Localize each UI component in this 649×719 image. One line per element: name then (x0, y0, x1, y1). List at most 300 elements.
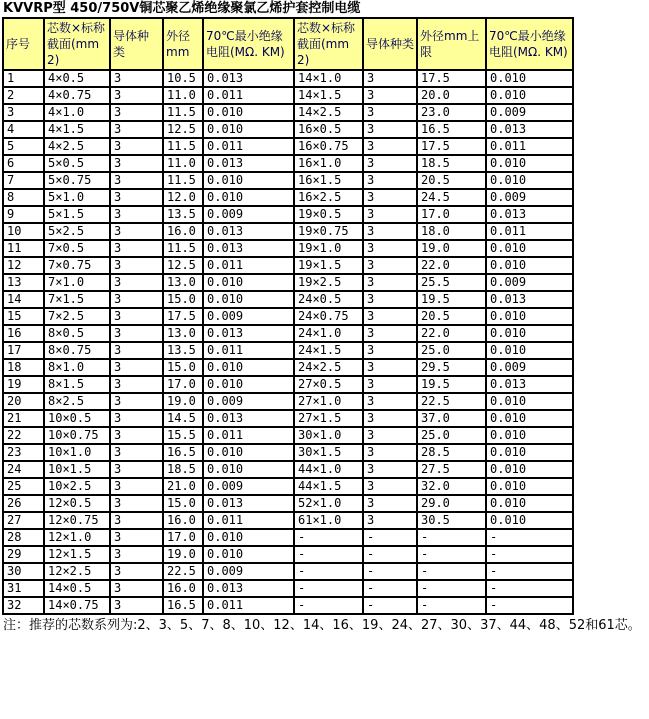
table-cell: 17.5 (417, 70, 486, 87)
table-row (3, 393, 573, 410)
table-cell: 3 (110, 495, 163, 512)
table-cell: 11 (3, 240, 44, 257)
table-cell: 24.5 (417, 189, 486, 206)
table-cell: 3 (363, 461, 417, 478)
table-cell: 0.010 (486, 172, 573, 189)
table-cell: 30.5 (417, 512, 486, 529)
table-row (3, 87, 573, 104)
table-cell: 16.5 (163, 597, 203, 614)
table-cell: - (486, 546, 573, 563)
table-cell: 0.009 (203, 478, 294, 495)
table-cell: 0.010 (486, 240, 573, 257)
table-row (3, 546, 573, 563)
table-cell: 4×2.5 (44, 138, 110, 155)
table-row (3, 240, 573, 257)
table-cell: 15.5 (163, 427, 203, 444)
table-cell: 17.0 (417, 206, 486, 223)
table-cell: 0.010 (203, 274, 294, 291)
table-cell: 13 (3, 274, 44, 291)
table-cell: 3 (363, 495, 417, 512)
table-cell: 17 (3, 342, 44, 359)
table-cell: 30 (3, 563, 44, 580)
table-cell: 3 (363, 342, 417, 359)
table-cell: 3 (363, 359, 417, 376)
table-cell: 10×1.0 (44, 444, 110, 461)
table-cell: 8×0.75 (44, 342, 110, 359)
table-cell: 0.010 (203, 172, 294, 189)
table-cell: 19.0 (163, 546, 203, 563)
table-cell: - (294, 597, 363, 614)
table-cell: 0.010 (486, 342, 573, 359)
table-cell: 19.5 (417, 376, 486, 393)
table-cell: 0.011 (203, 138, 294, 155)
table-cell: 2 (3, 87, 44, 104)
table-cell: 12×2.5 (44, 563, 110, 580)
table-cell: 3 (110, 597, 163, 614)
table-row (3, 138, 573, 155)
table-cell: 13.5 (163, 206, 203, 223)
table-cell: 3 (363, 121, 417, 138)
table-cell: 0.010 (203, 359, 294, 376)
table-cell: 0.013 (203, 410, 294, 427)
table-cell: 0.013 (203, 70, 294, 87)
table-cell: 32.0 (417, 478, 486, 495)
table-cell: 0.009 (203, 308, 294, 325)
table-cell: 19×1.0 (294, 240, 363, 257)
table-cell: 5×1.0 (44, 189, 110, 206)
table-cell: - (486, 563, 573, 580)
table-cell: 5×1.5 (44, 206, 110, 223)
table-cell: 0.011 (486, 138, 573, 155)
table-cell: 52×1.0 (294, 495, 363, 512)
table-row (3, 444, 573, 461)
table-cell: 5×0.75 (44, 172, 110, 189)
table-cell: 0.013 (203, 495, 294, 512)
table-cell: 10×0.75 (44, 427, 110, 444)
table-row (3, 172, 573, 189)
table-cell: 10×0.5 (44, 410, 110, 427)
table-cell: 8×1.0 (44, 359, 110, 376)
table-cell: 11.0 (163, 87, 203, 104)
table-cell: 14×1.0 (294, 70, 363, 87)
table-cell: 3 (110, 155, 163, 172)
table-cell: 18.0 (417, 223, 486, 240)
table-row (3, 461, 573, 478)
table-row (3, 580, 573, 597)
table-cell: 3 (110, 461, 163, 478)
table-cell: 3 (363, 257, 417, 274)
table-cell: 4×1.5 (44, 121, 110, 138)
table-cell: 0.010 (203, 291, 294, 308)
table-cell: 24 (3, 461, 44, 478)
table-cell: 15.0 (163, 291, 203, 308)
table-cell: 3 (363, 325, 417, 342)
table-cell: 3 (363, 240, 417, 257)
table-row (3, 223, 573, 240)
table-cell: - (363, 563, 417, 580)
table-cell: 3 (363, 138, 417, 155)
table-cell: 16×1.5 (294, 172, 363, 189)
table-cell: 0.011 (203, 257, 294, 274)
table-cell: 3 (110, 376, 163, 393)
table-cell: 14.5 (163, 410, 203, 427)
table-cell: 27.5 (417, 461, 486, 478)
table-cell: 20.5 (417, 308, 486, 325)
table-cell: 7 (3, 172, 44, 189)
table-cell: 27×1.0 (294, 393, 363, 410)
table-cell: - (417, 563, 486, 580)
table-cell: 14×2.5 (294, 104, 363, 121)
table-cell: 18.5 (417, 155, 486, 172)
table-cell: 0.013 (486, 376, 573, 393)
table-cell: 0.013 (203, 155, 294, 172)
table-row (3, 359, 573, 376)
table-cell: 15 (3, 308, 44, 325)
table-cell: 3 (363, 308, 417, 325)
table-cell: 3 (110, 104, 163, 121)
table-cell: 3 (110, 427, 163, 444)
table-cell: 3 (110, 223, 163, 240)
table-cell: 3 (110, 121, 163, 138)
table-cell: 12×0.5 (44, 495, 110, 512)
table-row (3, 376, 573, 393)
table-cell: 12 (3, 257, 44, 274)
table-cell: 7×2.5 (44, 308, 110, 325)
table-cell: 0.010 (203, 104, 294, 121)
table-cell: 3 (110, 529, 163, 546)
table-cell: 19×2.5 (294, 274, 363, 291)
table-cell: 10 (3, 223, 44, 240)
table-cell: 25.0 (417, 342, 486, 359)
table-cell: 61×1.0 (294, 512, 363, 529)
table-cell: 0.010 (203, 189, 294, 206)
table-cell: 14×0.5 (44, 580, 110, 597)
table-cell: 0.009 (203, 206, 294, 223)
table-cell: 16.0 (163, 580, 203, 597)
table-row (3, 529, 573, 546)
table-cell: 30×1.5 (294, 444, 363, 461)
table-cell: 17.5 (417, 138, 486, 155)
table-row (3, 291, 573, 308)
table-cell: 3 (110, 563, 163, 580)
table-cell: 3 (110, 444, 163, 461)
table-cell: 19.0 (417, 240, 486, 257)
table-cell: 11.0 (163, 155, 203, 172)
table-cell: - (294, 529, 363, 546)
table-cell: 31 (3, 580, 44, 597)
table-row (3, 325, 573, 342)
table-cell: 0.010 (203, 546, 294, 563)
table-cell: 0.011 (203, 87, 294, 104)
table-cell: 23.0 (417, 104, 486, 121)
table-cell: 0.009 (203, 563, 294, 580)
header-insulation-res-2: 70℃最小绝缘电阻(MΩ. KM) (486, 18, 573, 70)
table-cell: 3 (363, 274, 417, 291)
table-cell: 0.010 (203, 121, 294, 138)
table-cell: 15.0 (163, 495, 203, 512)
table-cell: 3 (110, 274, 163, 291)
table-cell: 3 (110, 342, 163, 359)
table-cell: 5×0.5 (44, 155, 110, 172)
table-cell: 19.5 (417, 291, 486, 308)
table-cell: 3 (363, 104, 417, 121)
table-cell: - (417, 546, 486, 563)
table-row (3, 342, 573, 359)
table-cell: 12×1.0 (44, 529, 110, 546)
table-cell: 7×1.0 (44, 274, 110, 291)
table-cell: 7×1.5 (44, 291, 110, 308)
table-cell: 5 (3, 138, 44, 155)
table-cell: 0.010 (486, 257, 573, 274)
table-cell: 16.0 (163, 512, 203, 529)
table-cell: 3 (363, 189, 417, 206)
table-cell: 3 (363, 427, 417, 444)
table-row (3, 495, 573, 512)
table-row (3, 257, 573, 274)
table-cell: 19 (3, 376, 44, 393)
table-cell: 11.5 (163, 104, 203, 121)
table-cell: 12×0.75 (44, 512, 110, 529)
table-cell: - (294, 546, 363, 563)
table-cell: 16.0 (163, 223, 203, 240)
table-cell: 0.009 (486, 189, 573, 206)
table-cell: 28 (3, 529, 44, 546)
table-cell: 0.010 (203, 529, 294, 546)
table-cell: - (363, 546, 417, 563)
table-cell: 24×0.75 (294, 308, 363, 325)
table-cell: 7×0.75 (44, 257, 110, 274)
table-cell: 16.5 (417, 121, 486, 138)
header-cores-section-1: 芯数×标称截面(mm2) (44, 18, 110, 70)
table-cell: 8×2.5 (44, 393, 110, 410)
table-row (3, 121, 573, 138)
header-outer-diameter-1: 外径mm (163, 18, 203, 70)
table-cell: 13.0 (163, 325, 203, 342)
table-cell: 0.013 (203, 223, 294, 240)
table-cell: 3 (110, 308, 163, 325)
table-cell: 3 (110, 172, 163, 189)
table-cell: 3 (110, 512, 163, 529)
header-conductor-type-1: 导体种类 (110, 18, 163, 70)
table-cell: 0.009 (486, 359, 573, 376)
table-cell: 3 (110, 325, 163, 342)
table-cell: 7×0.5 (44, 240, 110, 257)
header-index: 序号 (3, 18, 44, 70)
table-row (3, 427, 573, 444)
table-cell: - (486, 580, 573, 597)
table-cell: 30×1.0 (294, 427, 363, 444)
table-cell: 10×1.5 (44, 461, 110, 478)
table-cell: - (486, 529, 573, 546)
header-insulation-res-1: 70℃最小绝缘电阻(MΩ. KM) (203, 18, 294, 70)
table-cell: 0.009 (486, 274, 573, 291)
table-row (3, 70, 573, 87)
table-cell: 44×1.5 (294, 478, 363, 495)
table-cell: 17.0 (163, 376, 203, 393)
table-cell: 29 (3, 546, 44, 563)
table-cell: 0.011 (203, 342, 294, 359)
table-row (3, 563, 573, 580)
table-cell: 0.011 (203, 427, 294, 444)
table-cell: - (294, 580, 363, 597)
table-row (3, 410, 573, 427)
table-cell: 25.0 (417, 427, 486, 444)
table-cell: 0.010 (486, 155, 573, 172)
table-cell: 3 (363, 172, 417, 189)
table-cell: 12×1.5 (44, 546, 110, 563)
table-cell: 8×0.5 (44, 325, 110, 342)
table-cell: 3 (363, 87, 417, 104)
table-cell: 25 (3, 478, 44, 495)
table-cell: 0.013 (486, 206, 573, 223)
table-cell: 0.010 (486, 461, 573, 478)
table-cell: 3 (363, 155, 417, 172)
table-cell: 16×1.0 (294, 155, 363, 172)
table-cell: 0.013 (203, 240, 294, 257)
table-cell: 22.5 (417, 393, 486, 410)
table-cell: 32 (3, 597, 44, 614)
table-cell: 3 (110, 70, 163, 87)
table-cell: 29.5 (417, 359, 486, 376)
table-cell: 3 (363, 393, 417, 410)
table-cell: 0.010 (486, 410, 573, 427)
table-cell: 3 (363, 206, 417, 223)
table-cell: 0.011 (203, 512, 294, 529)
table-cell: 0.010 (203, 444, 294, 461)
table-cell: 20.0 (417, 87, 486, 104)
table-cell: 0.010 (486, 444, 573, 461)
table-cell: 0.010 (486, 427, 573, 444)
table-cell: 3 (363, 478, 417, 495)
table-cell: 4×0.5 (44, 70, 110, 87)
table-cell: 29.0 (417, 495, 486, 512)
header-conductor-type-2: 导体种类 (363, 18, 417, 70)
table-cell: 3 (110, 87, 163, 104)
table-cell: 3 (110, 291, 163, 308)
table-cell: 21 (3, 410, 44, 427)
table-cell: 16×0.5 (294, 121, 363, 138)
table-row (3, 189, 573, 206)
table-cell: 18.5 (163, 461, 203, 478)
table-cell: 0.013 (486, 291, 573, 308)
table-cell: 16.5 (163, 444, 203, 461)
table-row (3, 104, 573, 121)
table-cell: 0.010 (486, 478, 573, 495)
table-cell: 3 (110, 240, 163, 257)
table-cell: 11.5 (163, 172, 203, 189)
header-row (3, 18, 573, 70)
table-cell: 3 (3, 104, 44, 121)
table-cell: 4×0.75 (44, 87, 110, 104)
table-cell: 0.010 (486, 325, 573, 342)
table-cell: 3 (110, 189, 163, 206)
table-cell: 14×1.5 (294, 87, 363, 104)
table-cell: 3 (110, 206, 163, 223)
table-cell: 3 (363, 444, 417, 461)
table-cell: 8 (3, 189, 44, 206)
table-cell: - (363, 580, 417, 597)
table-cell: 14×0.75 (44, 597, 110, 614)
table-cell: 24×1.0 (294, 325, 363, 342)
table-cell: 21.0 (163, 478, 203, 495)
table-cell: - (363, 529, 417, 546)
table-cell: 16 (3, 325, 44, 342)
table-cell: 19.0 (163, 393, 203, 410)
table-cell: 3 (363, 376, 417, 393)
table-row (3, 155, 573, 172)
table-cell: 9 (3, 206, 44, 223)
table-head (3, 18, 573, 70)
table-cell: 3 (110, 478, 163, 495)
table-cell: 3 (363, 410, 417, 427)
table-row (3, 274, 573, 291)
table-row (3, 478, 573, 495)
table-row (3, 597, 573, 614)
table-cell: 27 (3, 512, 44, 529)
table-cell: 24×1.5 (294, 342, 363, 359)
table-cell: 0.009 (486, 104, 573, 121)
table-cell: 24×0.5 (294, 291, 363, 308)
table-cell: 11.5 (163, 138, 203, 155)
table-cell: 10×2.5 (44, 478, 110, 495)
table-cell: 3 (110, 410, 163, 427)
table-cell: 13.5 (163, 342, 203, 359)
table-cell: 4×1.0 (44, 104, 110, 121)
table-cell: 3 (110, 138, 163, 155)
header-cores-section-2: 芯数×标称截面(mm2) (294, 18, 363, 70)
table-cell: 12.0 (163, 189, 203, 206)
table-cell: - (363, 597, 417, 614)
table-cell: 0.010 (203, 461, 294, 478)
table-cell: 44×1.0 (294, 461, 363, 478)
table-cell: 0.010 (486, 70, 573, 87)
table-row (3, 512, 573, 529)
table-cell: 3 (110, 257, 163, 274)
table-cell: - (417, 529, 486, 546)
table-cell: 0.013 (203, 580, 294, 597)
table-body (3, 70, 573, 614)
table-cell: 24×2.5 (294, 359, 363, 376)
table-cell: 13.0 (163, 274, 203, 291)
table-cell: 0.010 (486, 308, 573, 325)
table-cell: 0.009 (203, 393, 294, 410)
header-outer-diameter-2: 外径mm上限 (417, 18, 486, 70)
table-cell: - (294, 563, 363, 580)
table-cell: 22 (3, 427, 44, 444)
table-cell: 5×2.5 (44, 223, 110, 240)
table-cell: 0.010 (203, 376, 294, 393)
table-cell: 10.5 (163, 70, 203, 87)
table-cell: 3 (110, 580, 163, 597)
table-cell: 19×1.5 (294, 257, 363, 274)
table-cell: 3 (363, 70, 417, 87)
table-cell: - (417, 580, 486, 597)
table-row (3, 206, 573, 223)
table-cell: 20.5 (417, 172, 486, 189)
table-cell: 12.5 (163, 257, 203, 274)
footer-note: 注：推荐的芯数系列为:2、3、5、7、8、10、12、14、16、19、24、27、30、37、44、48、52和61芯。 (3, 618, 641, 633)
table-cell: 27×0.5 (294, 376, 363, 393)
table-cell: 25.5 (417, 274, 486, 291)
table-cell: 17.5 (163, 308, 203, 325)
table-cell: 22.5 (163, 563, 203, 580)
table-cell: 26 (3, 495, 44, 512)
table-cell: 3 (363, 512, 417, 529)
table-cell: 0.010 (486, 393, 573, 410)
table-cell: 18 (3, 359, 44, 376)
table-cell: 0.010 (486, 495, 573, 512)
table-cell: 3 (110, 546, 163, 563)
